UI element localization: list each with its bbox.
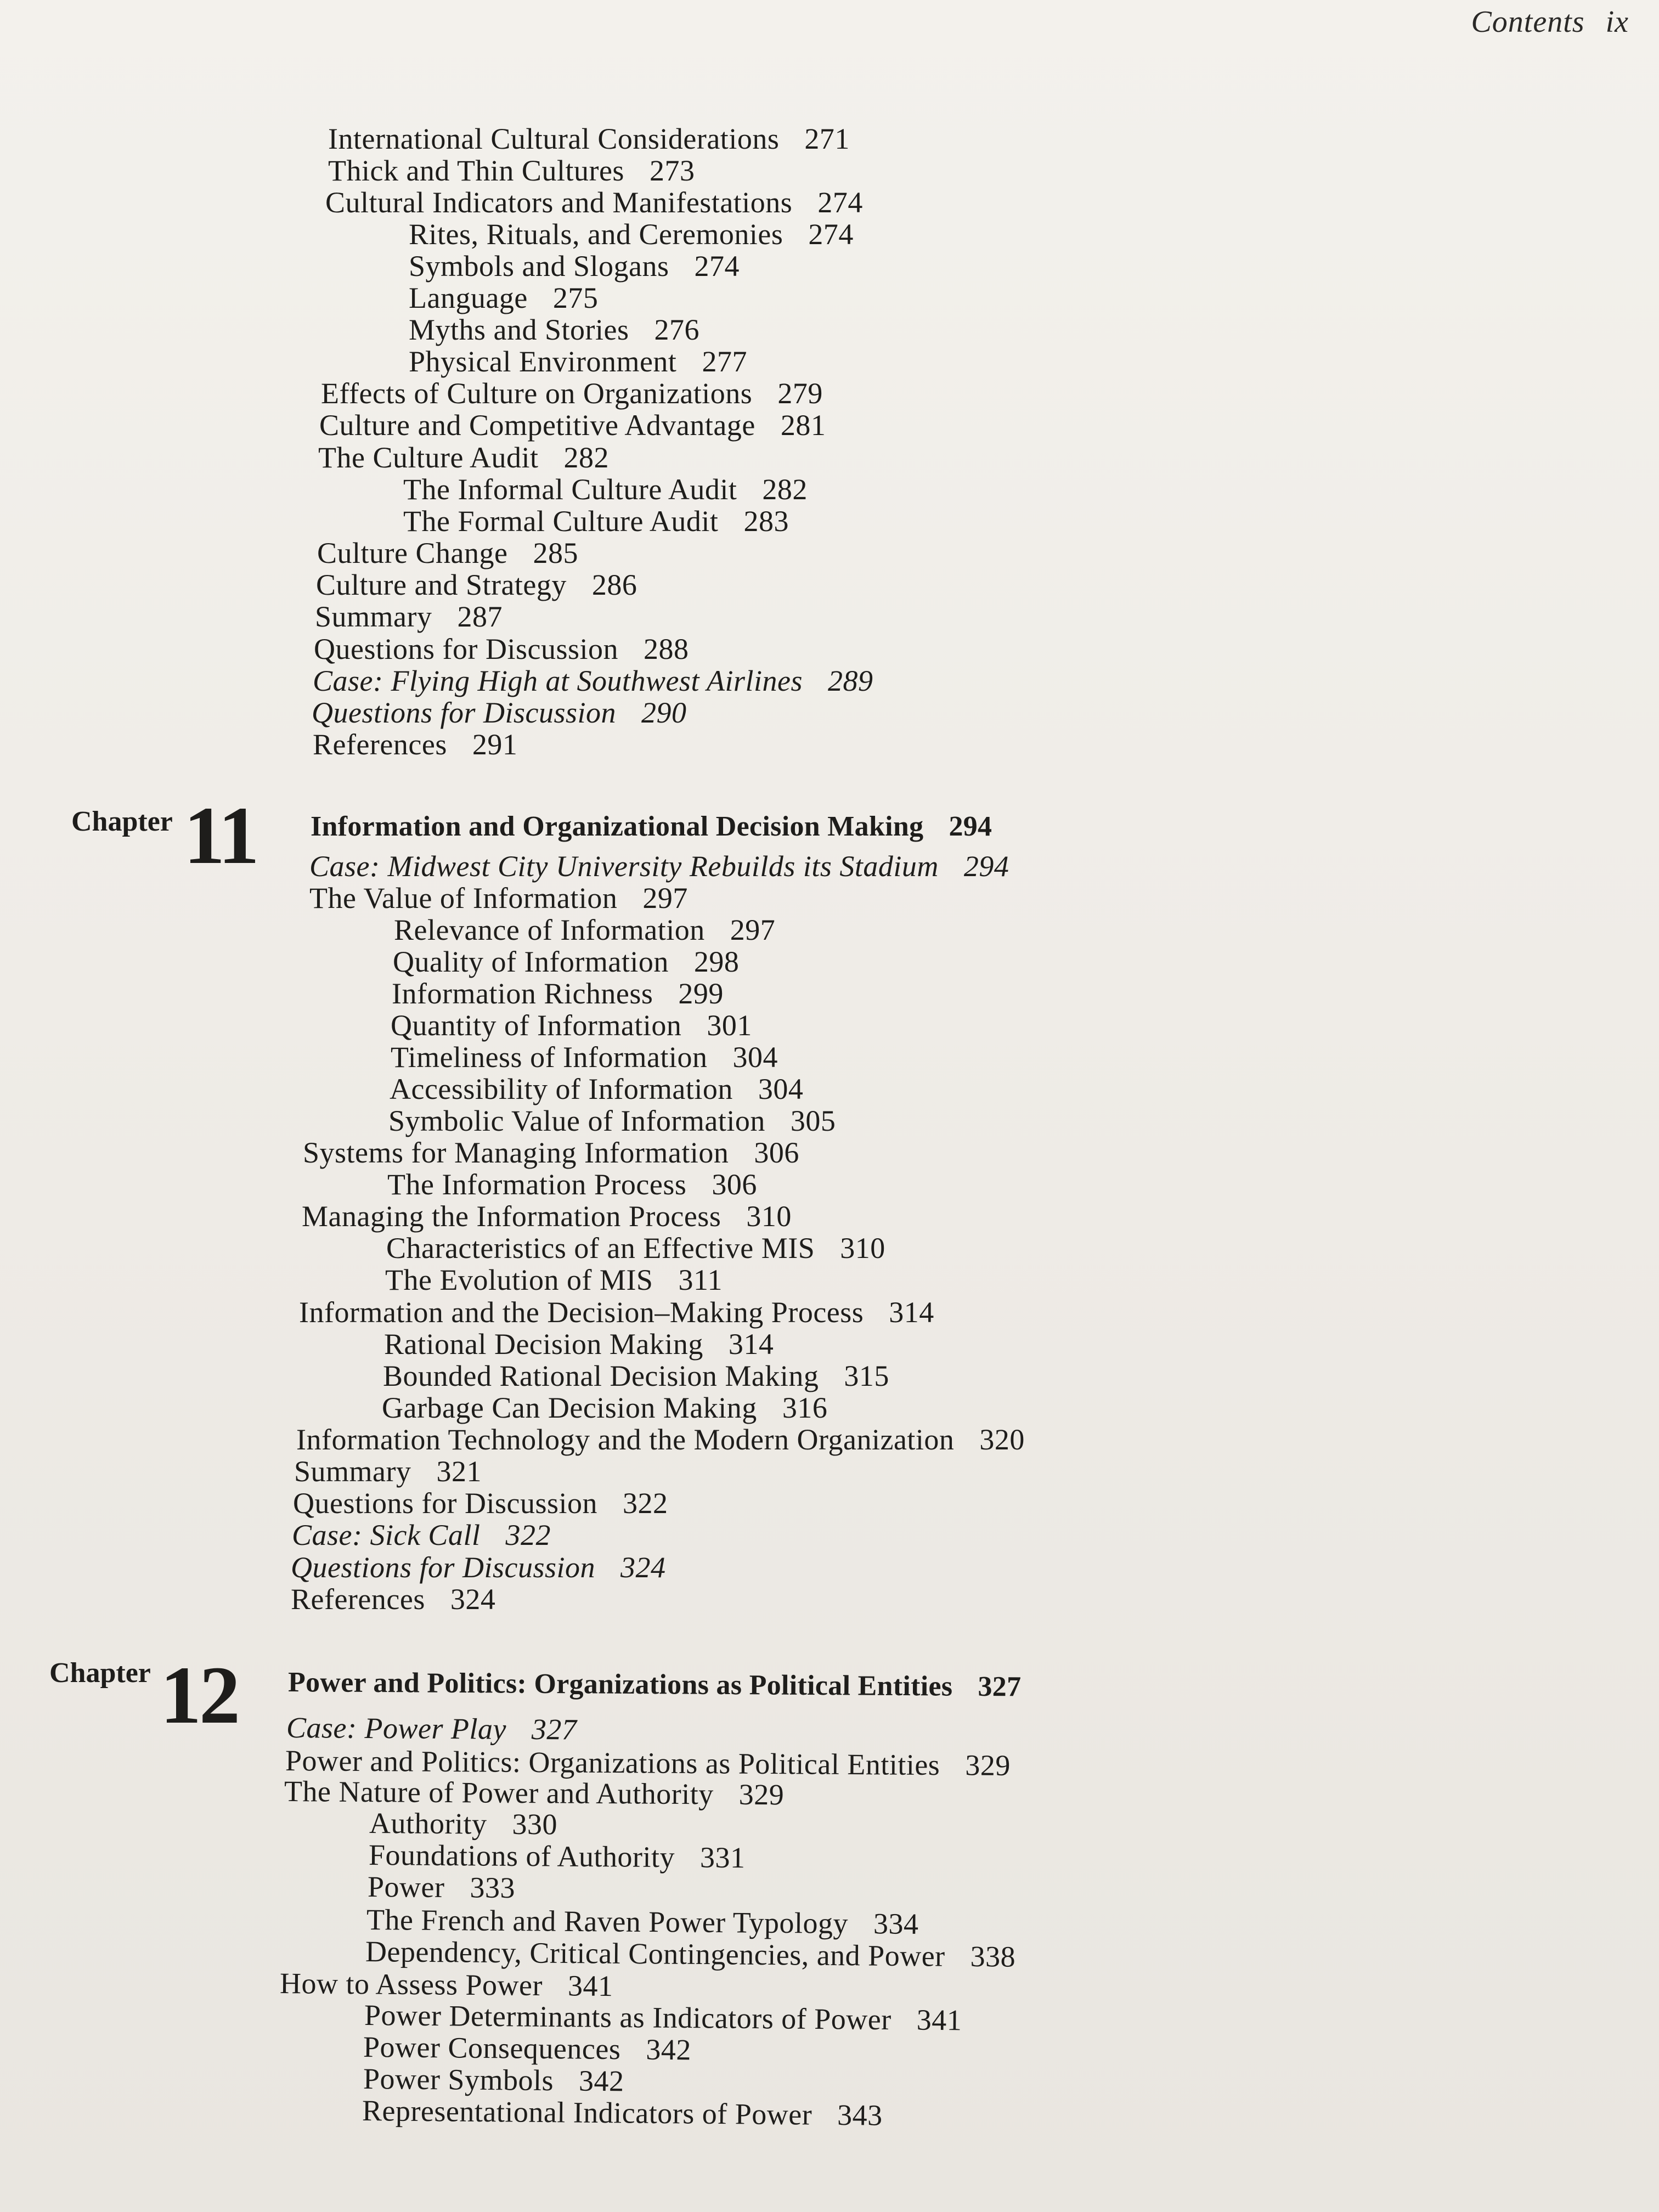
toc-entry-page: 334 bbox=[873, 1907, 919, 1940]
toc-entry-page: 341 bbox=[916, 2003, 962, 2037]
toc-entry bbox=[393, 945, 739, 979]
toc-entry bbox=[318, 441, 609, 475]
toc-entry bbox=[284, 1774, 785, 1812]
toc-entry-title: Culture and Competitive Advantage bbox=[319, 409, 755, 442]
toc-entry bbox=[309, 849, 1009, 883]
toc-entry-page: 324 bbox=[620, 1551, 666, 1584]
toc-entry-title: Physical Environment bbox=[409, 345, 677, 378]
toc-entry-page: 291 bbox=[472, 728, 518, 761]
toc-entry-title: Rational Decision Making bbox=[384, 1328, 703, 1361]
toc-entry-page: 281 bbox=[780, 409, 826, 442]
toc-entry-title: The French and Raven Power Typology bbox=[366, 1903, 849, 1940]
toc-entry-title: Bounded Rational Decision Making bbox=[383, 1359, 819, 1392]
toc-entry-title: Symbols and Slogans bbox=[409, 250, 669, 283]
toc-entry bbox=[391, 1040, 778, 1074]
toc-entry bbox=[368, 1870, 515, 1905]
toc-entry bbox=[313, 664, 873, 698]
toc-entry-page: 282 bbox=[762, 473, 808, 506]
toc-entry-page: 274 bbox=[694, 250, 740, 283]
toc-entry-page: 343 bbox=[837, 2098, 883, 2132]
toc-entry bbox=[291, 1582, 495, 1616]
toc-entry-title: Thick and Thin Cultures bbox=[328, 154, 624, 187]
toc-entry-title: Questions for Discussion bbox=[291, 1551, 596, 1584]
toc-entry-page: 297 bbox=[642, 882, 688, 915]
toc-entry-page: 294 bbox=[949, 811, 992, 842]
toc-entry-title: Case: Flying High at Southwest Airlines bbox=[313, 664, 803, 697]
toc-entry bbox=[317, 536, 578, 570]
toc-entry-page: 275 bbox=[552, 281, 599, 314]
toc-entry-title: Authority bbox=[369, 1807, 487, 1841]
toc-entry-title: The Culture Audit bbox=[318, 441, 539, 474]
toc-entry-title: Dependency, Critical Contingencies, and Power bbox=[365, 1935, 945, 1973]
toc-entry-title: Systems for Managing Information bbox=[303, 1136, 729, 1169]
toc-entry-page: 331 bbox=[699, 1841, 746, 1875]
toc-entry-page: 314 bbox=[889, 1296, 934, 1329]
toc-entry-page: 305 bbox=[790, 1104, 836, 1137]
toc-entry bbox=[363, 2062, 624, 2098]
toc-entry-title: Culture and Strategy bbox=[316, 568, 567, 601]
toc-entry bbox=[362, 2094, 883, 2132]
toc-entry-page: 321 bbox=[436, 1455, 482, 1488]
toc-entry-page: 322 bbox=[622, 1487, 668, 1520]
toc-entry-title: International Cultural Considerations bbox=[328, 122, 780, 155]
toc-entry bbox=[302, 1199, 792, 1233]
toc-entry-page: 310 bbox=[840, 1232, 885, 1265]
toc-entry-page: 316 bbox=[782, 1391, 828, 1424]
toc-entry-page: 279 bbox=[777, 377, 823, 410]
running-head-title: Contents bbox=[1471, 5, 1585, 39]
chapter-label: Chapter bbox=[49, 1657, 151, 1689]
toc-entry-page: 289 bbox=[827, 664, 873, 697]
toc-entry-page: 288 bbox=[643, 633, 689, 665]
toc-entry-page: 314 bbox=[728, 1328, 774, 1361]
toc-entry bbox=[387, 1167, 757, 1201]
toc-entry-title: Managing the Information Process bbox=[302, 1200, 721, 1233]
toc-entry-title: The Value of Information bbox=[309, 882, 618, 915]
toc-entry-title: Summary bbox=[315, 600, 432, 633]
toc-entry-page: 341 bbox=[567, 1969, 613, 2003]
bleed-through-text bbox=[872, 110, 1657, 2030]
toc-entry bbox=[391, 1008, 752, 1042]
toc-entry-title: Representational Indicators of Power bbox=[362, 2094, 812, 2131]
toc-entry bbox=[363, 2030, 691, 2067]
toc-entry-title: Culture Change bbox=[317, 537, 508, 569]
toc-entry-title: Questions for Discussion bbox=[312, 696, 617, 729]
toc-entry bbox=[291, 1550, 666, 1584]
toc-entry-page: 287 bbox=[457, 600, 503, 633]
toc-entry-page: 342 bbox=[578, 2064, 624, 2098]
toc-entry bbox=[409, 281, 598, 315]
toc-entry bbox=[390, 1072, 803, 1106]
toc-entry-title: References bbox=[313, 728, 447, 761]
toc-entry-page: 294 bbox=[963, 850, 1009, 883]
toc-entry-page: 277 bbox=[702, 345, 747, 378]
toc-entry-title: Quality of Information bbox=[393, 945, 669, 978]
toc-entry bbox=[316, 568, 637, 602]
chapter-label: Chapter bbox=[71, 806, 173, 837]
toc-entry-page: 320 bbox=[979, 1423, 1025, 1456]
toc-entry bbox=[286, 1711, 577, 1747]
toc-entry-page: 285 bbox=[533, 537, 578, 569]
toc-entry bbox=[294, 1454, 482, 1488]
toc-entry-title: Power and Politics: Organizations as Political Entities bbox=[285, 1744, 940, 1782]
toc-entry-page: 274 bbox=[817, 186, 863, 219]
toc-entry-page: 322 bbox=[505, 1519, 551, 1551]
toc-entry bbox=[386, 1231, 885, 1265]
toc-entry bbox=[288, 1666, 1022, 1704]
toc-entry bbox=[280, 1966, 613, 2003]
toc-entry-page: 327 bbox=[978, 1671, 1022, 1703]
toc-entry-page: 329 bbox=[965, 1748, 1011, 1782]
toc-entry-title: How to Assess Power bbox=[279, 1967, 543, 2002]
toc-entry-title: Rites, Rituals, and Ceremonies bbox=[409, 218, 783, 251]
toc-entry-title: Power Determinants as Indicators of Power bbox=[364, 1999, 891, 2036]
toc-entry bbox=[321, 376, 823, 410]
toc-entry-page: 333 bbox=[470, 1871, 516, 1905]
toc-entry-title: Power Consequences bbox=[363, 2030, 621, 2066]
toc-entry bbox=[293, 1486, 668, 1520]
toc-entry-title: Information and Organizational Decision Making bbox=[311, 811, 924, 842]
chapter-number: 11 bbox=[184, 790, 257, 881]
toc-entry-title: The Formal Culture Audit bbox=[403, 505, 719, 538]
toc-entry bbox=[328, 122, 850, 156]
toc-entry-title: Power and Politics: Organizations as Political Entities bbox=[287, 1667, 953, 1702]
toc-entry bbox=[299, 1295, 934, 1329]
toc-entry bbox=[328, 154, 695, 188]
toc-entry-page: 327 bbox=[531, 1712, 577, 1746]
toc-entry bbox=[312, 696, 687, 730]
toc-entry bbox=[394, 913, 775, 947]
toc-entry-page: 324 bbox=[450, 1583, 496, 1616]
toc-entry-page: 274 bbox=[808, 218, 854, 251]
toc-entry bbox=[409, 217, 854, 251]
toc-entry-page: 311 bbox=[678, 1263, 723, 1296]
toc-entry-title: Power bbox=[367, 1870, 445, 1904]
toc-entry-title: Summary bbox=[294, 1455, 411, 1488]
toc-entry bbox=[409, 249, 740, 283]
toc-entry bbox=[384, 1327, 774, 1361]
toc-entry-title: Quantity of Information bbox=[391, 1009, 682, 1042]
toc-entry bbox=[369, 1806, 557, 1841]
toc-entry bbox=[369, 1838, 746, 1875]
toc-entry bbox=[311, 810, 992, 844]
toc-entry bbox=[403, 504, 789, 538]
toc-entry-page: 304 bbox=[732, 1041, 778, 1074]
running-head bbox=[1471, 4, 1629, 40]
toc-entry-title: The Nature of Power and Authority bbox=[284, 1775, 714, 1811]
toc-entry bbox=[409, 345, 747, 379]
toc-entry-title: Garbage Can Decision Making bbox=[382, 1391, 757, 1424]
toc-entry-title: Accessibility of Information bbox=[390, 1073, 733, 1105]
toc-entry-title: Foundations of Authority bbox=[368, 1838, 675, 1874]
toc-entry-title: Questions for Discussion bbox=[293, 1487, 597, 1520]
toc-entry-title: Effects of Culture on Organizations bbox=[321, 377, 753, 410]
toc-entry-page: 286 bbox=[591, 568, 637, 601]
toc-entry bbox=[392, 977, 724, 1011]
toc-entry-title: Questions for Discussion bbox=[314, 633, 618, 665]
toc-entry bbox=[296, 1423, 1025, 1457]
toc-entry-page: 271 bbox=[804, 122, 850, 155]
toc-entry-page: 298 bbox=[693, 945, 740, 978]
toc-entry-title: The Evolution of MIS bbox=[385, 1263, 653, 1296]
toc-entry-page: 283 bbox=[743, 505, 789, 538]
toc-entry-page: 306 bbox=[754, 1136, 799, 1169]
toc-entry-title: Characteristics of an Effective MIS bbox=[386, 1232, 815, 1265]
toc-entry bbox=[382, 1391, 827, 1425]
chapter-number: 12 bbox=[160, 1650, 238, 1741]
toc-entry bbox=[315, 600, 503, 634]
toc-entry-title: Information Richness bbox=[392, 977, 653, 1010]
toc-entry-page: 282 bbox=[563, 441, 609, 474]
toc-entry bbox=[303, 1136, 799, 1170]
toc-entry-title: Information Technology and the Modern Organization bbox=[296, 1423, 955, 1456]
toc-entry bbox=[292, 1518, 551, 1552]
toc-entry-title: Power Symbols bbox=[363, 2062, 554, 2097]
toc-entry-page: 299 bbox=[678, 977, 724, 1010]
toc-entry-page: 310 bbox=[746, 1200, 792, 1233]
toc-entry-page: 306 bbox=[712, 1168, 757, 1201]
toc-entry bbox=[383, 1359, 889, 1393]
toc-entry-title: Relevance of Information bbox=[394, 913, 705, 946]
toc-entry-title: Information and the Decision–Making Process bbox=[299, 1296, 864, 1329]
running-head-page: ix bbox=[1605, 5, 1629, 39]
toc-entry-page: 304 bbox=[758, 1073, 804, 1105]
toc-entry-title: Symbolic Value of Information bbox=[388, 1104, 765, 1137]
toc-entry bbox=[314, 632, 689, 666]
toc-entry-page: 330 bbox=[512, 1807, 558, 1841]
toc-entry-page: 329 bbox=[738, 1778, 785, 1812]
toc-entry bbox=[388, 1104, 836, 1138]
toc-entry-title: Case: Power Play bbox=[286, 1711, 507, 1746]
toc-entry bbox=[409, 313, 699, 347]
toc-entry bbox=[403, 472, 808, 506]
toc-entry-page: 342 bbox=[646, 2033, 692, 2067]
toc-entry-title: Case: Sick Call bbox=[292, 1519, 481, 1551]
toc-entry-title: Case: Midwest City University Rebuilds its Stadium bbox=[309, 850, 939, 883]
toc-entry-page: 290 bbox=[641, 696, 687, 729]
toc-entry-title: Cultural Indicators and Manifestations bbox=[325, 186, 793, 219]
toc-entry-page: 273 bbox=[649, 154, 695, 187]
toc-entry bbox=[319, 408, 826, 442]
toc-entry-title: Timeliness of Information bbox=[391, 1041, 708, 1074]
toc-entry-page: 297 bbox=[730, 913, 776, 946]
toc-entry-title: Language bbox=[409, 281, 528, 314]
toc-entry-title: References bbox=[291, 1583, 425, 1616]
toc-entry-page: 338 bbox=[970, 1940, 1016, 1973]
toc-entry bbox=[385, 1263, 723, 1297]
toc-entry-page: 276 bbox=[654, 313, 700, 346]
toc-entry-title: The Informal Culture Audit bbox=[403, 473, 737, 506]
toc-entry bbox=[325, 185, 863, 219]
toc-entry bbox=[309, 881, 688, 915]
toc-entry-page: 315 bbox=[844, 1359, 889, 1392]
toc-entry bbox=[313, 727, 517, 761]
toc-entry-title: Myths and Stories bbox=[409, 313, 629, 346]
toc-entry-title: The Information Process bbox=[387, 1168, 687, 1201]
toc-entry-page: 301 bbox=[707, 1009, 752, 1042]
